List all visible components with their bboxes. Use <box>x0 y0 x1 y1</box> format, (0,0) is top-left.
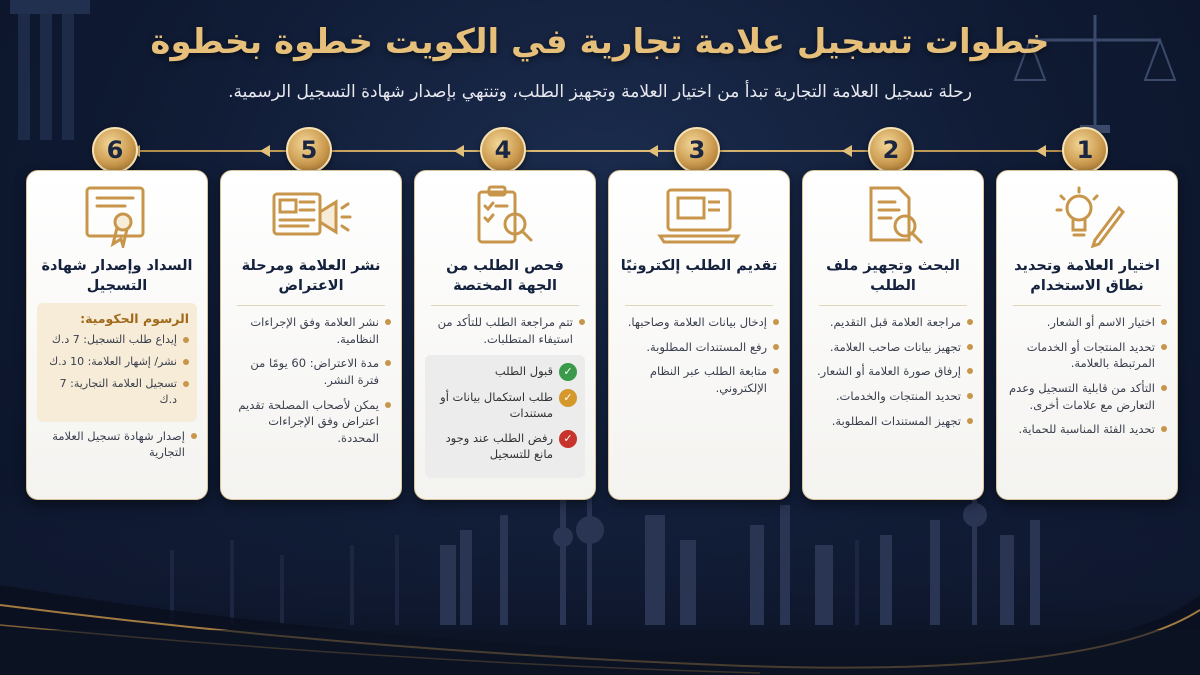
step-title: السداد وإصدار شهادة التسجيل <box>41 258 193 294</box>
outcomes-box <box>425 355 585 477</box>
arrow-left-icon <box>1036 145 1046 157</box>
step-card-4 <box>414 170 596 500</box>
step-number-6: 6 <box>92 127 138 173</box>
arrow-left-icon <box>842 145 852 157</box>
step-title: نشر العلامة ومرحلة الاعتراض <box>241 258 381 294</box>
arrow-left-icon <box>260 145 270 157</box>
fees-box <box>37 303 197 422</box>
check-icon: ✓ <box>559 430 577 448</box>
list-item: نشر العلامة وفق الإجراءات النظامية. <box>231 314 391 347</box>
fee-item: تسجيل العلامة التجارية: 7 د.ك <box>45 376 189 408</box>
certificate-icon <box>37 181 197 251</box>
list-item: تجهيز المستندات المطلوبة. <box>813 413 973 430</box>
column-decoration <box>0 0 120 140</box>
divider <box>625 305 773 306</box>
fee-item: إيداع طلب التسجيل: 7 د.ك <box>45 332 189 348</box>
outcome-accepted <box>433 363 577 381</box>
lightbulb-pencil-icon <box>1007 181 1167 251</box>
step-number-5: 5 <box>286 127 332 173</box>
divider <box>237 305 385 306</box>
outcome-label: رفض الطلب عند وجود مانع للتسجيل <box>445 430 553 461</box>
step-title: فحص الطلب من الجهة المختصة <box>446 258 564 294</box>
step-card-2 <box>802 170 984 500</box>
step-card-5 <box>220 170 402 500</box>
outcome-label: طلب استكمال بيانات أو مستندات <box>440 390 553 421</box>
step-number-4: 4 <box>480 127 526 173</box>
fees-title: الرسوم الحكومية: <box>80 311 189 326</box>
timeline-line <box>130 150 1070 152</box>
list-item: تحديد الفئة المناسبة للحماية. <box>1007 421 1167 438</box>
laptop-icon <box>619 181 779 251</box>
step-number-3: 3 <box>674 127 720 173</box>
outcome-label: قبول الطلب <box>494 364 553 379</box>
step-card-1 <box>996 170 1178 500</box>
list-item: تتم مراجعة الطلب للتأكد من استيفاء المتطلبات. <box>425 314 585 347</box>
arrow-left-icon <box>454 145 464 157</box>
outcome-rejected <box>433 430 577 462</box>
list-item: تحديد المنتجات والخدمات. <box>813 388 973 405</box>
clipboard-search-icon <box>425 181 585 251</box>
list-item: إرفاق صورة العلامة أو الشعار. <box>813 363 973 380</box>
check-icon: ✓ <box>559 389 577 407</box>
arrow-left-icon <box>648 145 658 157</box>
list-item: مراجعة العلامة قبل التقديم. <box>813 314 973 331</box>
page-title: خطوات تسجيل علامة تجارية في الكويت خطوة بخطوة <box>150 22 1050 62</box>
list-item: تجهيز بيانات صاحب العلامة. <box>813 339 973 356</box>
list-item: تحديد المنتجات أو الخدمات المرتبطة بالعلامة. <box>1007 339 1167 372</box>
list-item: إصدار شهادة تسجيل العلامة التجارية <box>37 428 197 461</box>
megaphone-newspaper-icon <box>231 181 391 251</box>
step-number-2: 2 <box>868 127 914 173</box>
list-item: متابعة الطلب عبر النظام الإلكتروني. <box>619 363 779 396</box>
step-card-3 <box>608 170 790 500</box>
step-title: اختيار العلامة وتحديد نطاق الاستخدام <box>1014 258 1160 294</box>
page-subtitle: رحلة تسجيل العلامة التجارية تبدأ من اختيار العلامة وتجهيز الطلب، وتنتهي بإصدار شهادة التسجيل الرسمية. <box>228 82 972 102</box>
kuwait-skyline-decoration <box>0 475 1200 675</box>
divider <box>819 305 967 306</box>
check-icon: ✓ <box>559 363 577 381</box>
list-item: إدخال بيانات العلامة وصاحبها. <box>619 314 779 331</box>
step-title: البحث وتجهيز ملف الطلب <box>826 258 960 294</box>
list-item: رفع المستندات المطلوبة. <box>619 339 779 356</box>
list-item: اختيار الاسم أو الشعار. <box>1007 314 1167 331</box>
divider <box>431 305 579 306</box>
outcome-incomplete <box>433 389 577 421</box>
step-card-6 <box>26 170 208 500</box>
document-search-icon <box>813 181 973 251</box>
fee-item: نشر/ إشهار العلامة: 10 د.ك <box>45 354 189 370</box>
divider <box>1013 305 1161 306</box>
list-item: مدة الاعتراض: 60 يومًا من فترة النشر. <box>231 355 391 388</box>
list-item: يمكن لأصحاب المصلحة تقديم اعتراض وفق الإجراءات المحددة. <box>231 397 391 447</box>
step-number-1: 1 <box>1062 127 1108 173</box>
step-title: تقديم الطلب إلكترونيًا <box>620 258 778 274</box>
list-item: التأكد من قابلية التسجيل وعدم التعارض مع علامات أخرى. <box>1007 380 1167 413</box>
